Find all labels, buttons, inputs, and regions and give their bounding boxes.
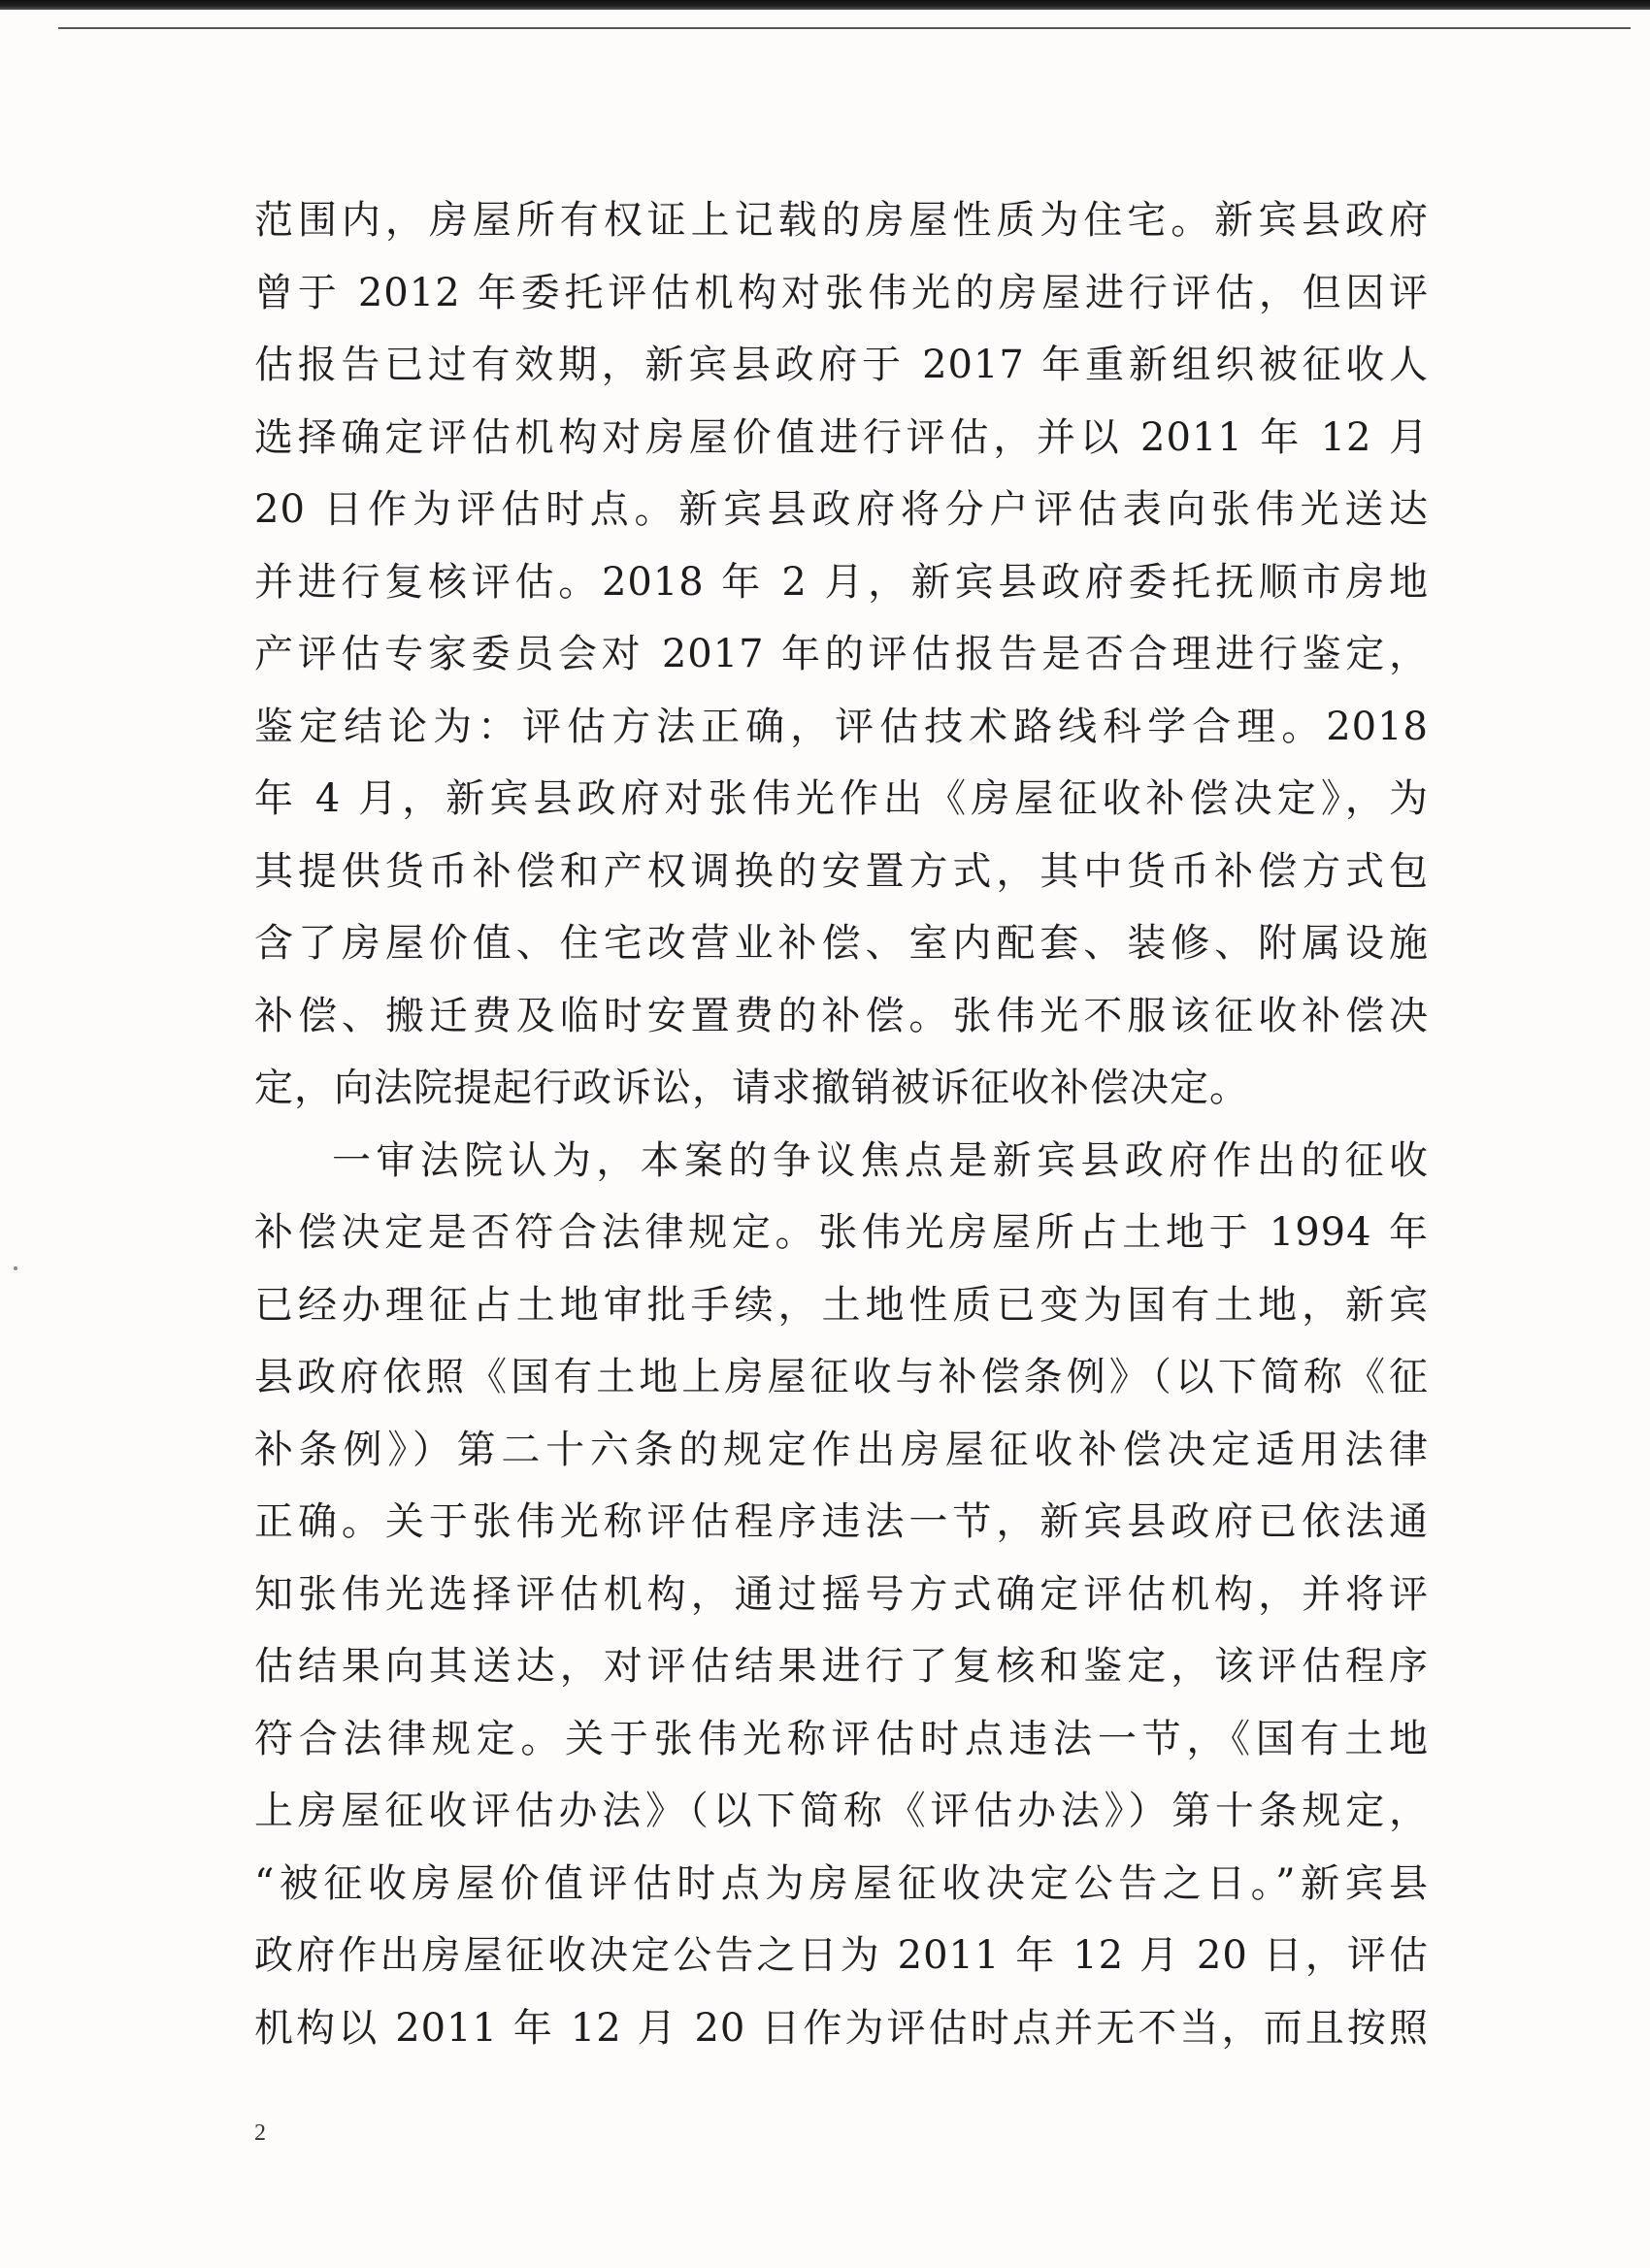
text-line: 估报告已过有效期，新宾县政府于 2017 年重新组织被征收人 xyxy=(254,343,1429,387)
body-text xyxy=(254,184,1429,2064)
text-line: 补偿决定是否符合法律规定。张伟光房屋所占土地于 1994 年 xyxy=(254,1210,1429,1255)
text-line: 20 日作为评估时点。新宾县政府将分户评估表向张伟光送达 xyxy=(254,487,1429,532)
text-line: 符合法律规定。关于张伟光称评估时点违法一节，《国有土地 xyxy=(254,1716,1429,1761)
scan-top-edge xyxy=(0,0,1650,10)
text-line: 已经办理征占土地审批手续，土地性质已变为国有土地，新宾 xyxy=(254,1282,1429,1328)
text-line: 正确。关于张伟光称评估程序违法一节，新宾县政府已依法通 xyxy=(254,1499,1429,1544)
text-line: 县政府依照《国有土地上房屋征收与补偿条例》（以下简称《征 xyxy=(254,1355,1429,1399)
text-line: 一审法院认为，本案的争议焦点是新宾县政府作出的征收 xyxy=(332,1137,1429,1183)
text-line: 政府作出房屋征收决定公告之日为 2011 年 12 月 20 日，评估 xyxy=(254,1933,1429,1978)
text-line: 并进行复核评估。2018 年 2 月，新宾县政府委托抚顺市房地 xyxy=(254,559,1429,605)
text-line: 鉴定结论为：评估方法正确，评估技术路线科学合理。2018 xyxy=(254,704,1429,749)
text-line: 含了房屋价值、住宅改营业补偿、室内配套、装修、附属设施 xyxy=(254,921,1429,966)
text-line: 估结果向其送达，对评估结果进行了复核和鉴定，该评估程序 xyxy=(254,1644,1429,1689)
text-line: 补偿、搬迁费及临时安置费的补偿。张伟光不服该征收补偿决 xyxy=(254,993,1429,1038)
text-line: 补条例》）第二十六条的规定作出房屋征收补偿决定适用法律 xyxy=(254,1427,1429,1472)
scan-speck xyxy=(14,1266,17,1270)
text-line: 年 4 月，新宾县政府对张伟光作出《房屋征收补偿决定》，为 xyxy=(254,776,1429,821)
text-line: 定，向法院提起行政诉讼，请求撤销被诉征收补偿决定。 xyxy=(254,1066,1249,1110)
text-line: 范围内，房屋所有权证上记载的房屋性质为住宅。新宾县政府 xyxy=(254,198,1429,243)
text-line: 机构以 2011 年 12 月 20 日作为评估时点并无不当，而且按照 xyxy=(254,2005,1429,2051)
text-line: 上房屋征收评估办法》（以下简称《评估办法》）第十条规定， xyxy=(254,1789,1429,1833)
text-line: 选择确定评估机构对房屋价值进行评估，并以 2011 年 12 月 xyxy=(254,414,1429,460)
page-number: 2 xyxy=(254,2120,266,2146)
scan-edge-line xyxy=(58,27,1631,29)
text-line: 其提供货币补偿和产权调换的安置方式，其中货币补偿方式包 xyxy=(254,848,1429,894)
text-line: 产评估专家委员会对 2017 年的评估报告是否合理进行鉴定， xyxy=(254,632,1429,676)
text-line: 曾于 2012 年委托评估机构对张伟光的房屋进行评估，但因评 xyxy=(254,270,1429,315)
text-line: 知张伟光选择评估机构，通过摇号方式确定评估机构，并将评 xyxy=(254,1571,1429,1617)
text-line: “被征收房屋价值评估时点为房屋征收决定公告之日。”新宾县 xyxy=(254,1860,1429,1906)
